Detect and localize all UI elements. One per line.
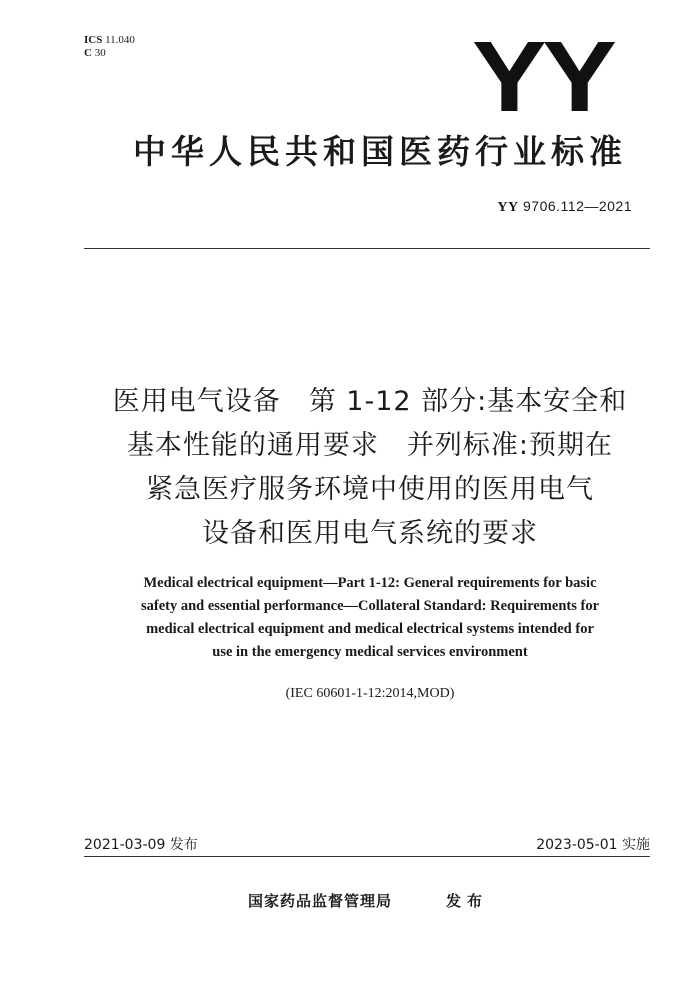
bottom-divider [84,856,650,857]
classification-codes [84,34,135,60]
top-divider [84,248,650,249]
english-title-line-2: safety and essential performance—Collateral Standard: Requirements for [140,598,600,614]
implement-date: 2023-05-01 实施 [536,837,650,853]
ccs-code: 30 [94,47,106,59]
english-title-line-4: use in the emergency medical services environment [212,644,528,660]
chinese-title-line-3: 紧急医疗服务环境中使用的医用电气 [146,474,594,505]
standard-number [497,198,632,216]
ics-code-line [84,34,135,47]
chinese-title [70,380,670,556]
issue-label: 发布 [446,892,489,910]
ics-label: ICS [84,34,103,46]
ccs-label: C [84,47,92,59]
english-title [90,572,650,664]
chinese-title-line-2: 基本性能的通用要求 并列标准:预期在 [126,430,614,461]
standard-number-value: 9706.112—2021 [523,198,632,214]
english-title-line-1: Medical electrical equipment—Part 1-12: General requirements for basic [143,575,597,591]
standard-number-prefix: YY [497,200,519,215]
english-title-line-3: medical electrical equipment and medical electrical systems intended for [146,621,594,637]
publish-date: 2021-03-09 发布 [84,837,198,853]
chinese-title-line-1: 医用电气设备 第 1-12 部分:基本安全和 [112,386,628,417]
chinese-title-line-4: 设备和医用电气系统的要求 [202,518,538,549]
ics-code: 11.040 [105,34,135,46]
standard-category-title: 中华人民共和国医药行业标准 [133,132,627,171]
equivalence-note: (IEC 60601-1-12:2014,MOD) [285,686,455,701]
issuing-authority: 国家药品监督管理局 [248,892,393,910]
yy-logo: YY [472,21,613,133]
ccs-code-line [84,47,135,60]
